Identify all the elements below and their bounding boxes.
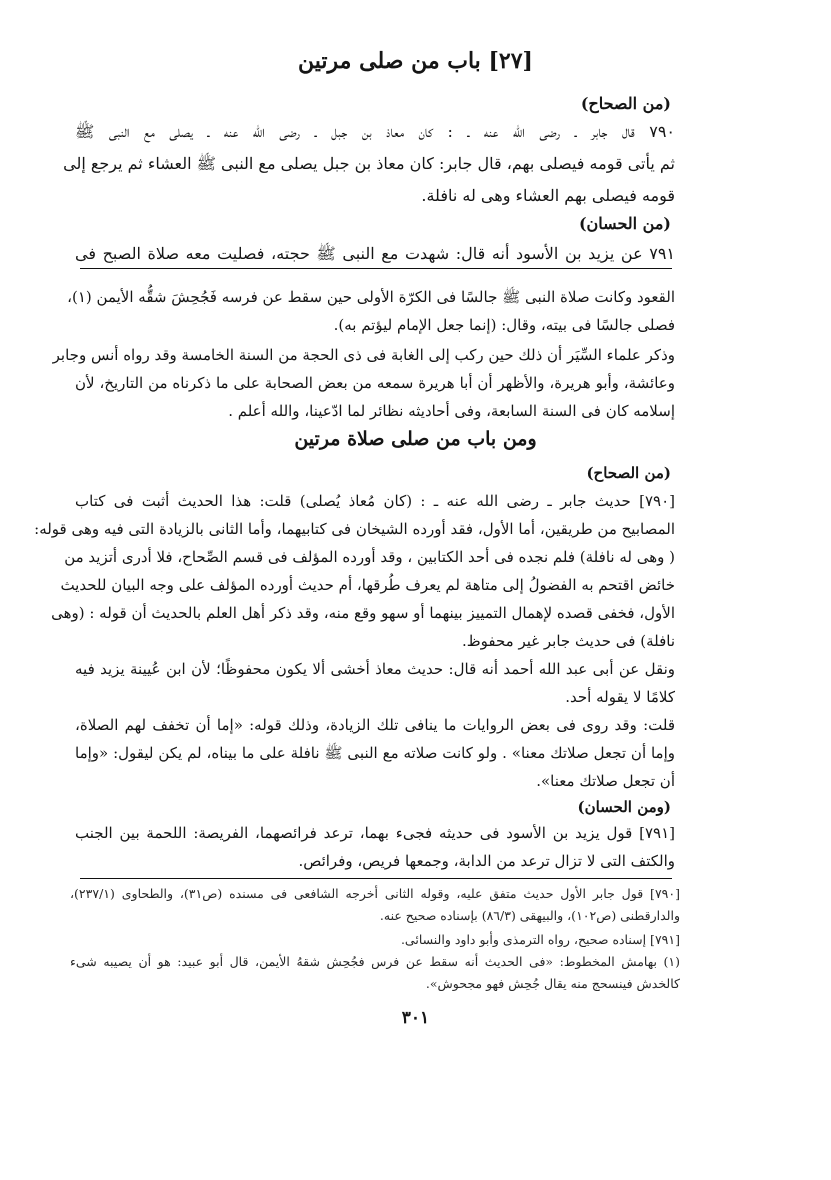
commentary-line: فصلى جالسًا فى بيته، وقال: (إنما جعل الإمام ليؤتم به). — [333, 316, 675, 334]
commentary-line: قلت: وقد روى فى بعض الروايات ما ينافى تلك الزيادة، وذلك قوله: «إما أن تخفف لهم الصلاة، — [75, 716, 675, 734]
footnote-line: والدارقطنى (ص١٠٢)، والبيهقى (٨٦/٣) بإسناده صحيح عنه. — [379, 908, 680, 923]
section-label-sihah: (من الصحاح) — [580, 94, 671, 113]
page-number: ٣٠١ — [401, 1008, 430, 1028]
section-label-hisan: (من الحسان) — [578, 214, 671, 233]
commentary-line: المصابيح من طريقين، أما الأول، فقد أورده الشيخان فى كتابيهما، وأما الثانى بالزيادة التى فيه وهى قوله: — [34, 520, 675, 538]
hadith-791-line: ٧٩١ عن يزيد بن الأسود أنه قال: شهدت مع النبى ﷺ حجته، فصليت معه صلاة الصبح فى — [75, 244, 675, 263]
commentary-line: الأول، فخفى قصده لإهمال التمييز بينهما أو سهو وقع منه، وقد ذكر أهل العلم بالحديث أن قوله : (وهى — [51, 604, 675, 622]
commentary-line: كلامًا لا يقوله أحد. — [565, 688, 675, 706]
footnote-line: كالخدش فينسحج منه يقال جُحِش فهو مجحوش». — [425, 976, 680, 991]
footnote-divider — [80, 878, 672, 879]
commentary-line: وذكر علماء السِّيَر أن ذلك حين ركب إلى الغابة فى ذى الحجة من السنة الخامسة وقد رواه أنس وجابر — [52, 346, 675, 364]
commentary-line: [٧٩٠] حديث جابر ـ رضى الله عنه ـ : (كان مُعاذ يُصلى) قلت: هذا الحديث أثبت فى كتاب — [75, 492, 675, 510]
commentary-title: ومن باب من صلى صلاة مرتين — [294, 428, 537, 450]
commentary-line: ونقل عن أبى عبد الله أحمد أنه قال: حديث معاذ أخشى ألا يكون محفوظًا؛ لأن ابن عُيينة يزيد فيه — [75, 660, 675, 678]
section-label-hisan-2: (ومن الحسان) — [577, 798, 671, 816]
commentary-line: والكتف التى لا تزال ترعد من الدابة، وجمعها فريص، وفرائص. — [298, 852, 675, 870]
footnote-line: [٧٩١] إسناده صحيح، رواه الترمذى وأبو داود والنسائى. — [400, 932, 680, 947]
commentary-line: القعود وكانت صلاة النبى ﷺ جالسًا فى الكرّة الأولى حين سقط عن فرسه فَجُحِشَ شقُّه الأيمن (١)، — [67, 288, 675, 306]
hadith-790-line: ثم يأتى قومه فيصلى بهم، قال جابر: كان معاذ بن جبل يصلى مع النبى ﷺ العشاء ثم يرجع إلى — [63, 154, 675, 173]
chapter-title: [٢٧] باب من صلى مرتين — [298, 48, 533, 74]
commentary-line: أن تجعل صلاتك معنا». — [536, 772, 675, 790]
commentary-line: إسلامه كان فى السنة السابعة، وفى أحاديثه نظائر لما ادّعينا، والله أعلم . — [228, 402, 675, 420]
commentary-line: نافلة) فى حديث جابر غير محفوظ. — [462, 632, 675, 650]
commentary-line: ( وهى له نافلة) فلم نجده فى أحد الكتابين ، وقد أورده المؤلف فى قسم الصِّحاح، فلا أدرى أتزيد من — [64, 548, 675, 566]
commentary-line: [٧٩١] قول يزيد بن الأسود فى حديثه فجىء بهما، ترعد فرائصهما، الفريصة: اللحمة بين الجنب — [75, 824, 675, 842]
commentary-line: وإما أن تجعل صلاتك معنا» . ولو كانت صلاته مع النبى ﷺ نافلة على ما بيناه، لم يكن ليقول: «وإما — [75, 744, 675, 762]
footnote-line: (١) بهامش المخطوط: «فى الحديث أنه سقط عن فرس فجُحِش شقهُ الأيمن، قال أبو عبيد: هو أن يصيبه شىء — [70, 954, 680, 969]
footnote-line: [٧٩٠] قول جابر الأول حديث متفق عليه، وقوله الثانى أخرجه الشافعى فى مسنده (ص٣١)، والطحاوى (٢٣٧/١)، — [70, 886, 680, 901]
hadith-790-line: قومه فيصلى بهم العشاء وهى له نافلة. — [421, 186, 675, 205]
section-divider — [80, 268, 672, 269]
commentary-line: خائض اقتحم به الفضولُ إلى متاهة لم يعرف طُرقها، أم حديث أورده المؤلف على وجه البيان للحديث — [60, 576, 675, 594]
section-label-sihah-2: (من الصحاح) — [586, 464, 671, 482]
hadith-790-line: ٧٩٠ قال جابر ـ رضى الله عنه ـ : كان معاذ بن جبل ـ رضى الله عنه ـ يصلى مع النبى ﷺ — [75, 122, 675, 141]
commentary-line: وعائشة، وأبو هريرة، والأظهر أن أبا هريرة سمعه من بعض الصحابة على ما ذكرناه من التاريخ، لأن — [75, 374, 675, 392]
